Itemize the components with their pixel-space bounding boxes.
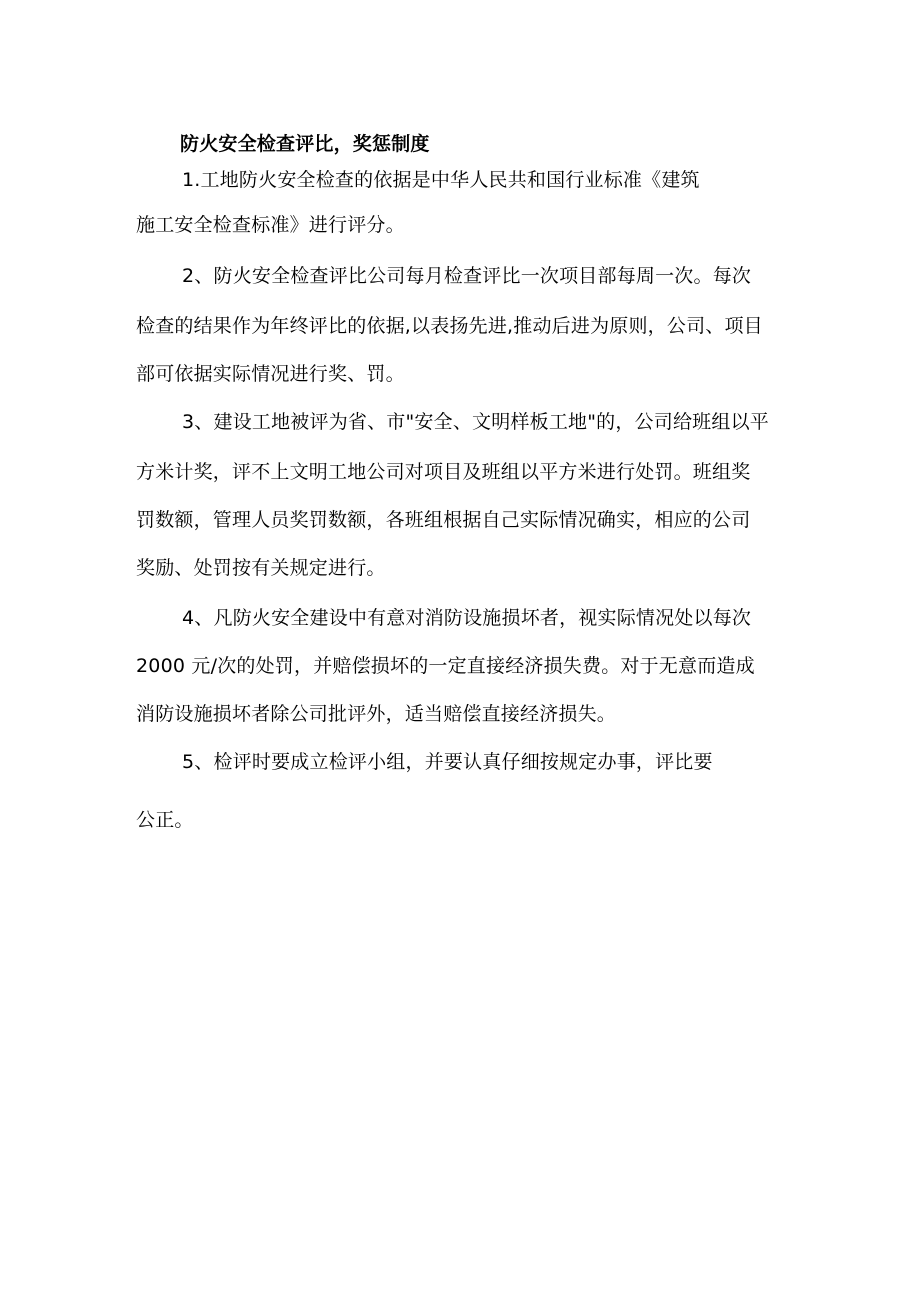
paragraph-line: 罚数额，管理人员奖罚数额，各班组根据自己实际情况确实，相应的公司 <box>136 509 751 531</box>
paragraph-line: 1.工地防火安全检查的依据是中华人民共和国行业标准《建筑 <box>182 169 700 191</box>
paragraph-line: 2000 元/次的处罚，并赔偿损坏的一定直接经济损失费。对于无意而造成 <box>136 655 755 677</box>
document-title: 防火安全检查评比，奖惩制度 <box>180 133 430 155</box>
paragraph-line: 消防设施损坏者除公司批评外，适当赔偿直接经济损失。 <box>136 703 617 725</box>
paragraph-line: 施工安全检查标准》进行评分。 <box>136 214 405 236</box>
paragraph-line: 3、建设工地被评为省、市"安全、文明样板工地"的，公司给班组以平 <box>182 411 769 433</box>
paragraph-line: 4、凡防火安全建设中有意对消防设施损坏者，视实际情况处以每次 <box>182 607 752 629</box>
paragraph-line: 奖励、处罚按有关规定进行。 <box>136 557 386 579</box>
paragraph-line: 部可依据实际情况进行奖、罚。 <box>136 363 405 385</box>
paragraph-line: 5、检评时要成立检评小组，并要认真仔细按规定办事，评比要 <box>182 751 713 773</box>
paragraph-line: 方米计奖，评不上文明工地公司对项目及班组以平方米进行处罚。班组奖 <box>136 461 751 483</box>
paragraph-line: 检查的结果作为年终评比的依据,以表扬先进,推动后进为原则，公司、项目 <box>136 315 763 337</box>
paragraph-line: 公正。 <box>136 809 194 831</box>
paragraph-line: 2、防火安全检查评比公司每月检查评比一次项目部每周一次。每次 <box>182 265 752 287</box>
